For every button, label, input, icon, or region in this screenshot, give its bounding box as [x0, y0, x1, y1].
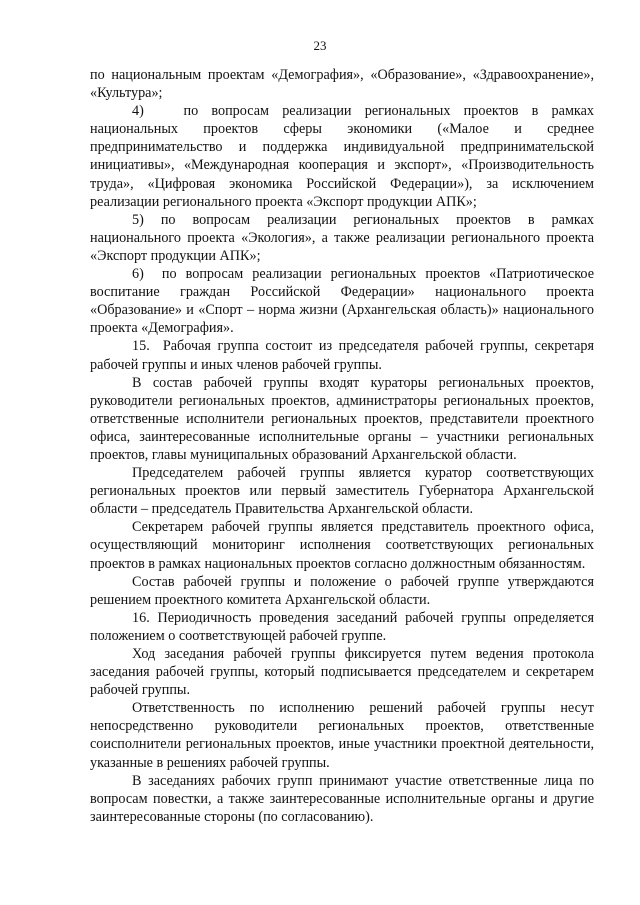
list-item-4: 4) по вопросам реализации региональных проектов в рамках национальных проектов сферы экономики («Малое и среднее предпринимательство и поддержка индивидуальной предпринимательской инициативы», «Международная кооперация и экспорт», «Производительность труда», «Цифровая экономика Российской Федерации»), за исключением реализации регионального проекта «Экспорт продукции АПК»; — [90, 103, 594, 210]
document-body — [90, 66, 594, 826]
working-group-chairman: Председателем рабочей группы является куратор соответствующих региональных проектов или первый заместитель Губернатора Архангельской области – председатель Правительства Архангельской области. — [90, 465, 594, 518]
meeting-protocol: Ход заседания рабочей группы фиксируется путем ведения протокола заседания рабочей группы, который подписывается председателем и секретарем рабочей группы. — [90, 646, 594, 699]
responsibility: Ответственность по исполнению решений рабочей группы несут непосредственно руководители региональных проектов, ответственные соисполнители региональных проектов, иные участники проектной деятельности, указанные в решениях рабочей группы. — [90, 700, 594, 771]
list-item-5: 5) по вопросам реализации региональных проектов в рамках национального проекта «Экология», а также реализации регионального проекта «Экспорт продукции АПК»; — [90, 211, 594, 264]
page-number: 23 — [313, 38, 327, 53]
list-item-6: 6) по вопросам реализации региональных проектов «Патриотическое воспитание граждан Российской Федерации» национального проекта «Образование» и «Спорт – норма жизни (Архангельская область)» национального проекта «Демография». — [90, 266, 594, 337]
clause-16: 16. Периодичность проведения заседаний рабочей группы определяется положением о соответствующей рабочей группе. — [90, 609, 594, 644]
paragraph-continuation: по национальным проектам «Демография», «Образование», «Здравоохранение», «Культура»; — [90, 67, 594, 102]
working-group-secretary: Секретарем рабочей группы является представитель проектного офиса, осуществляющий мониторинг исполнения соответствующих региональных проектов в рамках национальных проектов согласно должностным обязанностям. — [90, 519, 594, 572]
clause-15: 15. Рабочая группа состоит из председателя рабочей группы, секретаря рабочей группы и иных членов рабочей группы. — [90, 338, 594, 373]
working-group-composition: В состав рабочей группы входят кураторы региональных проектов, руководители региональных проектов, администраторы региональных проектов, ответственные исполнители региональных проектов, представители проектного офиса, заинтересованные исполнительные органы – участники региональных проектов, главы муниципальных образований Архангельской области. — [90, 374, 594, 463]
working-group-approval: Состав рабочей группы и положение о рабочей группе утверждаются решением проектного комитета Архангельской области. — [90, 573, 594, 608]
meeting-participants: В заседаниях рабочих групп принимают участие ответственные лица по вопросам повестки, а также заинтересованные исполнительные органы и другие заинтересованные стороны (по согласованию). — [90, 772, 594, 825]
